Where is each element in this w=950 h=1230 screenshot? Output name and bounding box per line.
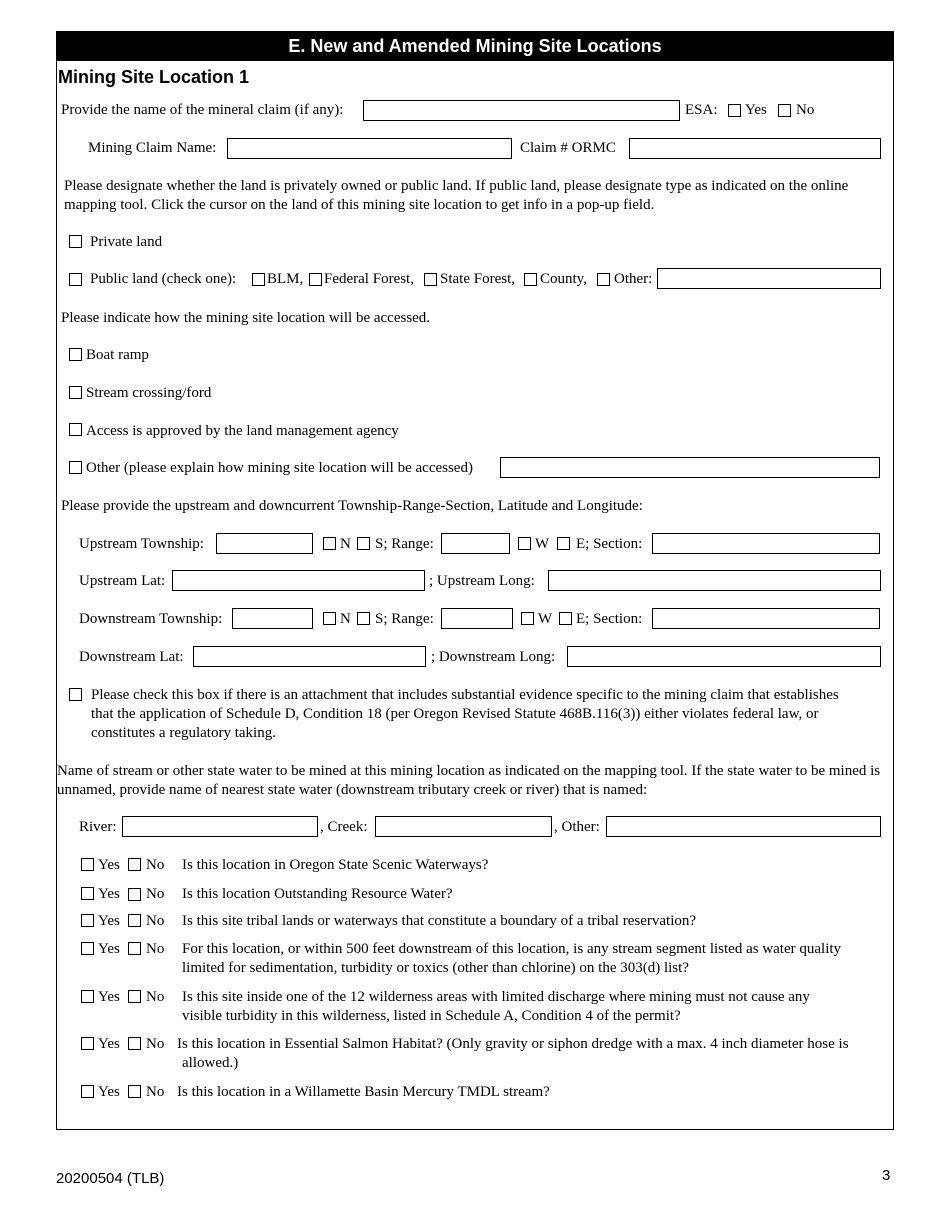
- access-other-checkbox[interactable]: [69, 461, 82, 474]
- esa-no-label: No: [796, 102, 815, 118]
- land-instructions: Please designate whether the land is privately owned or public land. If public land, please designate type as indicated on the online mapping tool. Click the cursor on the land of this mining site location to get info in a pop-up field.: [64, 178, 849, 213]
- mining-claim-name-label: Mining Claim Name:: [88, 140, 217, 156]
- boat-ramp-label: Boat ramp: [86, 347, 149, 363]
- q7-yes-label: Yes: [98, 1084, 120, 1100]
- q4-yes-checkbox[interactable]: [81, 942, 94, 955]
- q2-no-label: No: [146, 886, 165, 902]
- downstream-long-input[interactable]: [567, 646, 881, 667]
- downstream-n-checkbox[interactable]: [323, 612, 336, 625]
- downstream-township-input[interactable]: [232, 608, 313, 629]
- q4-text-line1: For this location, or within 500 feet downstream of this location, is any stream segment listed as water quality: [182, 941, 842, 957]
- downstream-e-section-label: E; Section:: [576, 611, 643, 627]
- downstream-s-range-label: S; Range:: [375, 611, 434, 627]
- river-input[interactable]: [122, 816, 318, 837]
- federal-forest-checkbox[interactable]: [309, 273, 322, 286]
- river-label: River:: [79, 819, 117, 835]
- state-forest-label: State Forest,: [440, 271, 515, 287]
- downstream-w-label: W: [538, 611, 553, 627]
- downstream-long-label: ; Downstream Long:: [431, 649, 556, 665]
- stream-instructions: Name of stream or other state water to be mined at this mining location as indicated on the mapping tool. If the state water to be mined is unnamed, provide name of nearest state water (downstream tributary creek or river) that is named:: [57, 763, 881, 798]
- upstream-lat-label: Upstream Lat:: [79, 573, 166, 589]
- trs-prompt: Please provide the upstream and downcurrent Township-Range-Section, Latitude and Longitude:: [61, 498, 643, 514]
- q3-no-checkbox[interactable]: [128, 914, 141, 927]
- other-land-input[interactable]: [657, 268, 881, 289]
- downstream-township-label: Downstream Township:: [79, 611, 223, 627]
- footer-code: 20200504 (TLB): [56, 1170, 165, 1187]
- esa-yes-label: Yes: [745, 102, 767, 118]
- q4-text-line2: limited for sedimentation, turbidity or toxics (other than chlorine) on the 303(d) list?: [182, 960, 689, 976]
- upstream-e-section-label: E; Section:: [576, 536, 643, 552]
- page-number: 3: [882, 1167, 891, 1184]
- stream-other-label: , Other:: [554, 819, 600, 835]
- q7-yes-checkbox[interactable]: [81, 1085, 94, 1098]
- q5-yes-checkbox[interactable]: [81, 990, 94, 1003]
- creek-input[interactable]: [375, 816, 552, 837]
- stream-crossing-checkbox[interactable]: [69, 386, 82, 399]
- stream-crossing-label: Stream crossing/ford: [86, 385, 212, 401]
- upstream-range-input[interactable]: [441, 533, 510, 554]
- access-prompt: Please indicate how the mining site location will be accessed.: [61, 310, 431, 326]
- upstream-e-checkbox[interactable]: [557, 537, 570, 550]
- q7-text: Is this location in a Willamette Basin Mercury TMDL stream?: [177, 1084, 550, 1100]
- access-other-input[interactable]: [500, 457, 880, 478]
- q3-yes-checkbox[interactable]: [81, 914, 94, 927]
- q5-no-checkbox[interactable]: [128, 990, 141, 1003]
- q3-no-label: No: [146, 913, 165, 929]
- upstream-long-input[interactable]: [548, 570, 881, 591]
- other-land-label: Other:: [614, 271, 653, 287]
- q2-yes-checkbox[interactable]: [81, 887, 94, 900]
- access-other-label: Other (please explain how mining site location will be accessed): [86, 460, 473, 476]
- downstream-lat-input[interactable]: [193, 646, 426, 667]
- q1-no-checkbox[interactable]: [128, 858, 141, 871]
- q4-no-checkbox[interactable]: [128, 942, 141, 955]
- q6-yes-label: Yes: [98, 1036, 120, 1052]
- mineral-claim-input[interactable]: [363, 100, 680, 121]
- esa-yes-checkbox[interactable]: [728, 104, 741, 117]
- mining-claim-name-input[interactable]: [227, 138, 512, 159]
- q1-yes-label: Yes: [98, 857, 120, 873]
- attachment-text: Please check this box if there is an attachment that includes substantial evidence specific to the mining claim that establishes that the application of Schedule D, Condition 18 (per Oregon Revised Statute 468B.116(3)) either violates federal law, or constitutes a regulatory taking.: [91, 687, 839, 741]
- state-forest-checkbox[interactable]: [424, 273, 437, 286]
- upstream-long-label: ; Upstream Long:: [429, 573, 535, 589]
- downstream-range-input[interactable]: [441, 608, 513, 629]
- upstream-w-label: W: [535, 536, 550, 552]
- esa-label: ESA:: [685, 102, 718, 118]
- q1-text: Is this location in Oregon State Scenic Waterways?: [182, 857, 489, 873]
- stream-other-input[interactable]: [606, 816, 881, 837]
- q5-no-label: No: [146, 989, 165, 1005]
- q6-no-label: No: [146, 1036, 165, 1052]
- upstream-township-label: Upstream Township:: [79, 536, 204, 552]
- esa-no-checkbox[interactable]: [778, 104, 791, 117]
- q7-no-checkbox[interactable]: [128, 1085, 141, 1098]
- access-approved-label: Access is approved by the land management agency: [86, 423, 399, 439]
- q2-yes-label: Yes: [98, 886, 120, 902]
- upstream-n-label: N: [340, 536, 351, 552]
- attachment-checkbox[interactable]: [69, 688, 82, 701]
- downstream-n-label: N: [340, 611, 351, 627]
- creek-label: , Creek:: [320, 819, 368, 835]
- q6-text-line2: allowed.): [182, 1055, 239, 1071]
- q6-yes-checkbox[interactable]: [81, 1037, 94, 1050]
- blm-checkbox[interactable]: [252, 273, 265, 286]
- upstream-lat-input[interactable]: [172, 570, 425, 591]
- upstream-township-input[interactable]: [216, 533, 313, 554]
- public-land-checkbox[interactable]: [69, 273, 82, 286]
- downstream-section-input[interactable]: [652, 608, 880, 629]
- county-label: County,: [540, 271, 587, 287]
- q4-yes-label: Yes: [98, 941, 120, 957]
- public-land-label: Public land (check one):: [90, 271, 237, 287]
- upstream-section-input[interactable]: [652, 533, 880, 554]
- claim-ormc-input[interactable]: [629, 138, 881, 159]
- q3-yes-label: Yes: [98, 913, 120, 929]
- upstream-n-checkbox[interactable]: [323, 537, 336, 550]
- county-checkbox[interactable]: [524, 273, 537, 286]
- q2-text: Is this location Outstanding Resource Water?: [182, 886, 453, 902]
- q3-text: Is this site tribal lands or waterways that constitute a boundary of a tribal reservation?: [182, 913, 697, 929]
- federal-forest-label: Federal Forest,: [324, 271, 414, 287]
- downstream-lat-label: Downstream Lat:: [79, 649, 184, 665]
- upstream-s-range-label: S; Range:: [375, 536, 434, 552]
- boat-ramp-checkbox[interactable]: [69, 348, 82, 361]
- q5-yes-label: Yes: [98, 989, 120, 1005]
- downstream-s-checkbox[interactable]: [357, 612, 370, 625]
- access-approved-checkbox[interactable]: [69, 423, 82, 436]
- downstream-w-checkbox[interactable]: [521, 612, 534, 625]
- q6-no-checkbox[interactable]: [128, 1037, 141, 1050]
- q5-text-line1: Is this site inside one of the 12 wilderness areas with limited discharge where mining must not cause any: [182, 989, 810, 1005]
- q6-text-line1: Is this location in Essential Salmon Habitat? (Only gravity or siphon dredge with a max. 4 inch diameter hose is: [177, 1036, 849, 1052]
- downstream-e-checkbox[interactable]: [559, 612, 572, 625]
- q7-no-label: No: [146, 1084, 165, 1100]
- claim-ormc-label: Claim # ORMC: [520, 140, 616, 156]
- section-header: E. New and Amended Mining Site Locations: [56, 31, 894, 61]
- upstream-w-checkbox[interactable]: [518, 537, 531, 550]
- private-land-checkbox[interactable]: [69, 235, 82, 248]
- q1-yes-checkbox[interactable]: [81, 858, 94, 871]
- upstream-s-checkbox[interactable]: [357, 537, 370, 550]
- q1-no-label: No: [146, 857, 165, 873]
- blm-label: BLM,: [267, 271, 304, 287]
- q5-text-line2: visible turbidity in this wilderness, listed in Schedule A, Condition 4 of the permit?: [182, 1008, 681, 1024]
- private-land-label: Private land: [90, 234, 163, 250]
- other-land-checkbox[interactable]: [597, 273, 610, 286]
- q2-no-checkbox[interactable]: [128, 888, 141, 901]
- section-title: Mining Site Location 1: [58, 67, 250, 87]
- q4-no-label: No: [146, 941, 165, 957]
- mineral-claim-label: Provide the name of the mineral claim (if any):: [61, 102, 344, 118]
